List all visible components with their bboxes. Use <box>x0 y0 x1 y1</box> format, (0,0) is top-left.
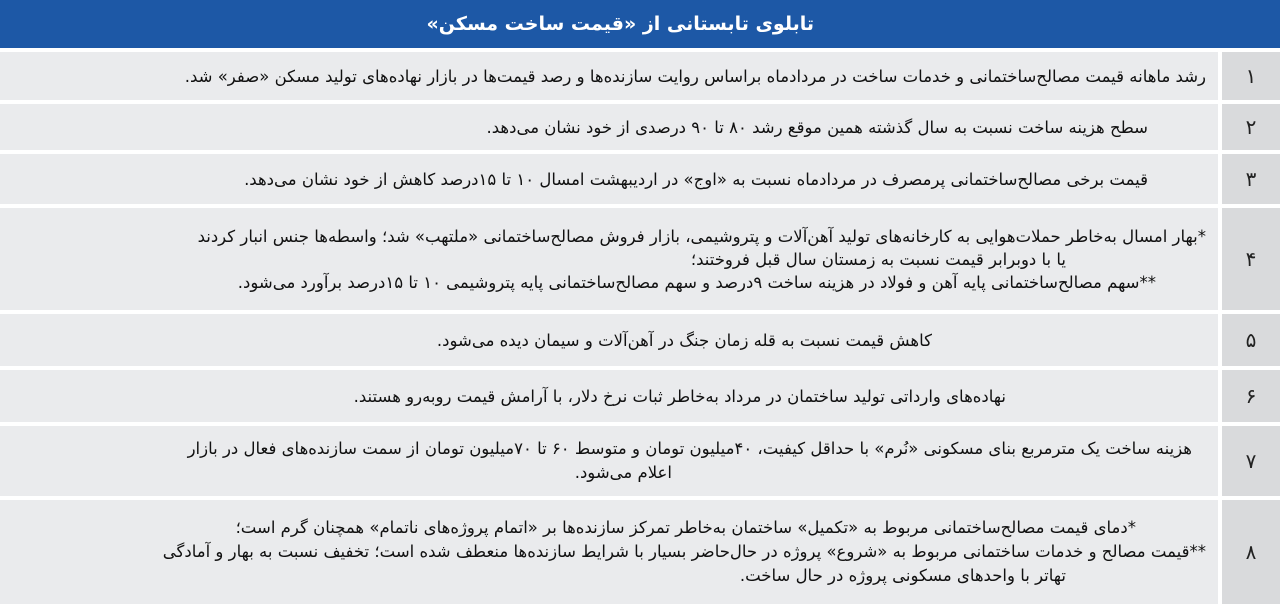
row-line: نهاده‌های وارداتی تولید ساختمان در مرداد به‌خاطر ثبات نرخ دلار، با آرامش قیمت روبه‌رو هستند. <box>353 386 1006 406</box>
row-line: **سهم مصالح‌ساختمانی پایه آهن و فولاد در هزینه ساخت ۹درصد و سهم مصالح‌ساختمانی پایه پتروشیمی ۱۰ تا ۱۵درصد برآورد می‌شود. <box>237 272 1156 292</box>
table-row <box>0 370 1280 422</box>
table-row <box>0 314 1280 366</box>
row-text <box>0 52 1218 100</box>
row-text <box>0 208 1218 310</box>
row-number: ۷ <box>1222 426 1280 496</box>
board-title-bar <box>0 0 1280 48</box>
row-line: تهاتر با واحدهای مسکونی پروژه در حال ساخت. <box>739 566 1066 585</box>
row-number: ۲ <box>1222 104 1280 150</box>
board-title: تابلوی تابستانی از «قیمت ساخت مسکن» <box>426 13 814 35</box>
table-row <box>0 154 1280 204</box>
row-number: ۴ <box>1222 208 1280 310</box>
row-line: یا با دوبرابر قیمت نسبت به زمستان سال قبل فروختند؛ <box>690 249 1066 269</box>
table-row <box>0 208 1280 310</box>
row-number: ۸ <box>1222 500 1280 604</box>
row-number: ۶ <box>1222 370 1280 422</box>
table-row <box>0 426 1280 496</box>
row-number: ۱ <box>1222 52 1280 100</box>
row-line: قیمت برخی مصالح‌ساختمانی پرمصرف در مردادماه نسبت به «اوج» در اردیبهشت امسال ۱۰ تا ۱۵درصد کاهش از خود نشان می‌دهد. <box>244 169 1148 189</box>
row-number: ۵ <box>1222 314 1280 366</box>
table-row <box>0 104 1280 150</box>
table-row <box>0 500 1280 604</box>
row-text <box>0 500 1218 604</box>
row-line: کاهش قیمت نسبت به قله زمان جنگ در آهن‌آلات و سیمان دیده می‌شود. <box>436 330 932 350</box>
row-line: سطح هزینه ساخت نسبت به سال گذشته همین موقع رشد ۸۰ تا ۹۰ درصدی از خود نشان می‌دهد. <box>486 117 1148 137</box>
row-text <box>0 104 1218 150</box>
row-line: رشد ماهانه قیمت مصالح‌ساختمانی و خدمات ساخت در مردادماه براساس روایت سازنده‌ها و رصد قیمت‌ها در بازار نهاده‌های تولید مسکن «صفر» شد. <box>184 66 1206 86</box>
row-text <box>0 370 1218 422</box>
row-text <box>0 426 1218 496</box>
row-number: ۳ <box>1222 154 1280 204</box>
row-text <box>0 154 1218 204</box>
table-row <box>0 52 1280 100</box>
row-line: اعلام می‌شود. <box>574 463 672 482</box>
row-text <box>0 314 1218 366</box>
row-line: **قیمت مصالح و خدمات ساختمانی مربوط به «شروع» پروژه در حال‌حاضر بسیار با شرایط سازنده‌ها منعطف شده است؛ تخفیف نسبت به بهار و آمادگی <box>162 542 1206 561</box>
row-line: هزینه ساخت یک مترمربع بنای مسکونی «نُرم» با حداقل کیفیت، ۴۰میلیون تومان و متوسط ۶۰ تا ۷۰میلیون تومان از سمت سازنده‌های فعال در بازار <box>187 439 1192 458</box>
row-line: *بهار امسال به‌خاطر حملات‌هوایی به کارخانه‌های تولید آهن‌آلات و پتروشیمی، بازار فروش مصالح‌ساختمانی «ملتهب» شد؛ واسطه‌ها جنس انبار کردند <box>197 226 1206 246</box>
row-line: *دمای قیمت مصالح‌ساختمانی مربوط به «تکمیل» ساختمان به‌خاطر تمرکز سازنده‌ها بر «اتمام پروژه‌های ناتمام» همچنان گرم است؛ <box>235 518 1136 537</box>
